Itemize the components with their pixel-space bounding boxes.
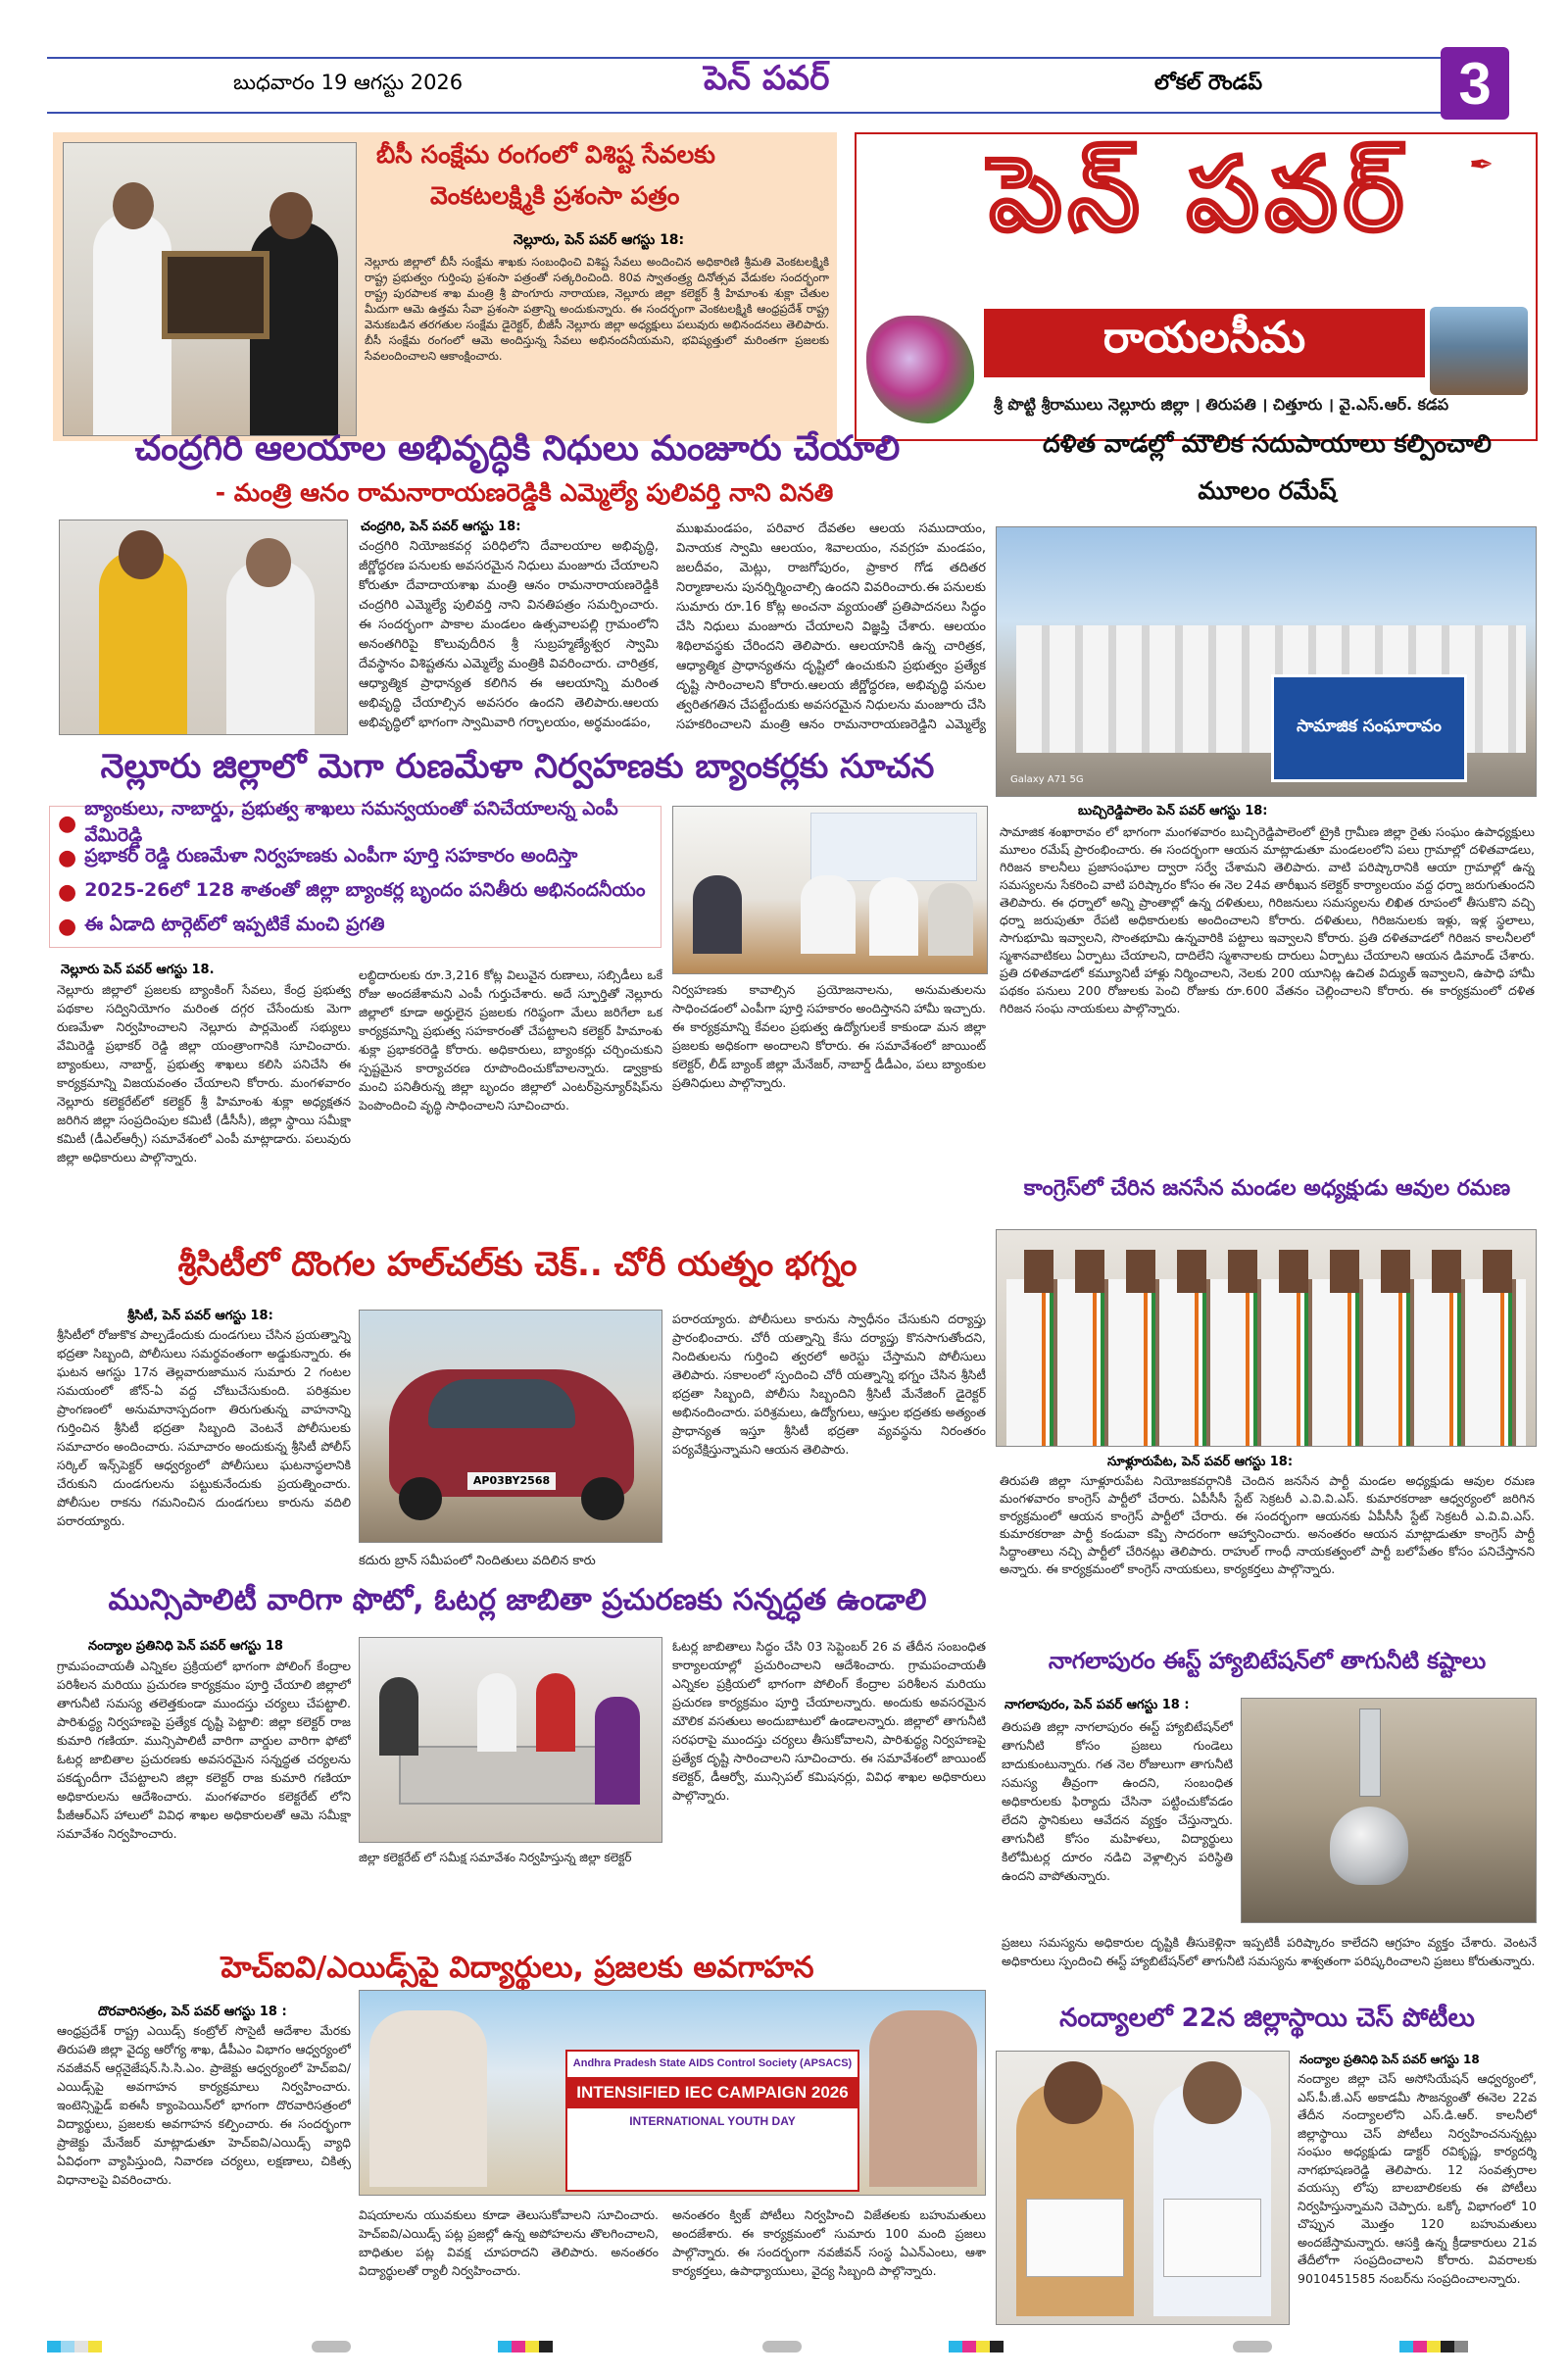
chandragiri-dateline: చంద్రగిరి, పెన్ పవర్ ఆగస్టు 18: [361, 520, 521, 534]
section-name: లోకల్ రౌండప్ [1154, 71, 1263, 94]
loan-mela-body-col-3: నిర్వహణకు కావాల్సిన ప్రయోజనాలను, అనుమతులను సాధించడంలో ఎంపీగా పూర్తి సహకారం అందిస్తానని హామీ ఇచ్చారు. ఈ కార్యక్రమాన్ని కేవలం ప్రభుత్వ ఉద్యోగులకే కాకుండా మన జిల్లా ప్రజలకు అధికంగా అందాలని కోరారు. ఈ సమావేశంలో జాయింట్ కలెక్టర్, లీడ్ బ్యాంక్ జిల్లా మేనేజర్, నాబార్డ్ డీడీఎం, పలు బ్యాంకుల ప్రతినిధులు పాల్గొన్నారు. [672, 982, 986, 1090]
hiv-banner-org: Andhra Pradesh State AIDS Control Society (APSACS) [572, 2057, 853, 2069]
sricity-car-photo [359, 1310, 662, 1543]
sricity-photo-caption: కదురు బ్రాన్ సమీపంలో నిందితులు వదిలిన కారు [359, 1554, 596, 1568]
loan-mela-bullet: ● బ్యాంకులు, నాబార్డు, ప్రభుత్వ శాఖలు సమన్వయంతో పనిచేయాలన్న ఎంపీ వేమిరెడ్డి [58, 797, 618, 846]
municipality-body-col-1: గ్రామపంచాయతీ ఎన్నికల ప్రక్రియలో భాగంగా పోలింగ్ కేంద్రాల పరిశీలన మరియు ప్రచురణ కార్యక్రమం పూర్తి చేయాలి జిల్లాలో తాగునీటి సమస్య తలెత్తకుండా ముందస్తు చర్యలు చేపట్టాలి. పారిశుద్ధ్య నిర్వహణపై ప్రత్యేక దృష్టి పెట్టాలి: జిల్లా కలెక్టర్ రాజ కుమారి గణియా. మున్సిపాలిటీ వారిగా వార్డుల వారిగా ఫోటో ఓటర్ల జాబితాల ప్రచురణకు అవసరమైన సన్నద్ధత చర్యలను పకడ్బందీగా చేపట్టాలని జిల్లా కలెక్టర్ రాజ కుమారి గణియా అధికారులను ఆదేశించారు. మంగళవారం కలెక్టరేట్ లోని పీజీఆర్ఎస్ హాలులో వివిధ శాఖల అధికారులతో ఆమె సమీక్షా సమావేశం నిర్వహించారు. [57, 1659, 351, 1841]
dalitha-banner [1271, 674, 1467, 782]
sricity-body-col-2: పరారయ్యారు. పోలీసులు కారును స్వాధీనం చేసుకుని దర్యాప్తు ప్రారంభించారు. చోరీ యత్నాన్ని కేసు దర్యాప్తు కొనసాగుతోందని, నిందితులను గుర్తించి త్వరలో అరెస్టు చేస్తామని పోలీసులు తెలిపారు. సకాలంలో స్పందించి చోరీ యత్నాన్ని భగ్నం చేసిన శ్రీసిటీ భద్రతా సిబ్బంది, పోలీసు సిబ్బందిని శ్రీసిటీ మేనేజింగ్ డైరెక్టర్ అభినందించారు. పరిశ్రమలు, ఉద్యోగులు, ఆస్తుల భద్రతకు అత్యంత ప్రాధాన్యత ఇస్తూ శ్రీసిటీ భద్రతా వ్యవస్థను నిరంతరం పర్యవేక్షిస్తున్నామని ఆయన తెలిపారు. [672, 1312, 986, 1457]
chess-dateline: నంద్యాల ప్రతినిధి పెన్ పవర్ ఆగస్టు 18 [1299, 2053, 1480, 2066]
hiv-banner-campaign: INTENSIFIED IEC CAMPAIGN 2026 [567, 2077, 858, 2108]
dalitha-photo-caption: Galaxy A71 5G [1010, 774, 1084, 785]
nagalapuram-water-photo [1241, 1698, 1537, 1923]
issue-date: బుధవారం 19 ఆగస్టు 2026 [233, 71, 464, 94]
sricity-headline: శ్రీసిటీలో దొంగల హల్‌చల్‌కు చెక్.. చోరీ యత్నం భగ్నం [177, 1245, 858, 1284]
print-color-bar [47, 2338, 1537, 2352]
nagalapuram-dateline: నాగలాపురం, పెన్ పవర్ ఆగస్టు 18 : [1004, 1698, 1190, 1712]
loan-mela-photo [672, 806, 988, 974]
loan-mela-bullet: ● ఈ ఏడాది టార్గెట్‌లో ఇప్పటికే మంచి ప్రగతి [58, 914, 385, 939]
loan-mela-bullet: ● ప్రభాకర్ రెడ్డి రుణమేళా నిర్వహణకు ఎంపీగా పూర్తి సహకారం అందిస్తా [58, 845, 578, 870]
top-header [47, 51, 1525, 118]
loan-mela-body-col-1: నెల్లూరు జిల్లాలో ప్రజలకు బ్యాంకింగ్ సేవలు, కేంద్ర ప్రభుత్వ పథకాల సద్వినియోగం మరింత దగ్గర చేసేందుకు మెగా రుణమేళా నిర్వహించాలని నెల్లూరు పార్లమెంట్ సభ్యులు వేమిరెడ్డి ప్రభాకర్ రెడ్డి జిల్లా యంత్రాంగానికి సూచించారు. బ్యాంకులు, నాబార్డ్, ప్రభుత్వ శాఖలు కలిసి పనిచేసి ఈ కార్యక్రమాన్ని విజయవంతం చేయాలని కోరారు. మంగళవారం నెల్లూరు కలెక్టరేట్‌లో కలెక్టర్ శ్రీ హిమాంశు శుక్లా అధ్యక్షతన జరిగిన జిల్లా సంప్రదింపుల కమిటీ (డీసీసీ), జిల్లా స్థాయి సమీక్షా కమిటీ (డీఎల్ఆర్సీ) సమావేశంలో ఎంపీ మాట్లాడారు. పలువురు జిల్లా అధికారులు పాల్గొన్నారు. [57, 982, 351, 1164]
congress-headline: కాంగ్రెస్‌లో చేరిన జనసేన మండల అధ్యక్షుడు ఆవుల రమణ [1023, 1176, 1511, 1201]
dalitha-body: సామాజిక శంఖారావం లో భాగంగా మంగళవారం బుచ్చిరెడ్డిపాలెంలో ట్రైకి గ్రామీణ జిల్లా రైతు సంఘం ఉపాధ్యక్షులు మూలం రమేష్ ప్రారంభించారు. ఈ సందర్భంగా ఆయన మాట్లాడుతూ మండలంలోని పలు గ్రామాల్లో దళితవాడలు, గిరిజన కాలనీలు ప్రజాసంఘాల ద్వారా సర్వే చేశామని తెలిపారు. వాటి పరిష్కారానికి ఆయా గ్రామాల్లో ఉన్న సమస్యలను సేకరించి వాటి పరిష్కారం కోసం ఈ నెల 24వ తారీఖున కలెక్టర్ కార్యాలయం వద్ద ధర్నా జరుగుతుందని తెలిపారు. ఈ ధర్నాలో అన్ని ప్రాంతాల్లో ఉన్న దళితులు, గిరిజనులు సమస్యలను లిఖిత రూపంలో తీసుకొని వచ్చి ధర్నా జరుపుతూ రేపటి అధికారులకు అందించాలని కోరారు. దళితులు, గిరిజనులకు ఇళ్లు, ఇళ్ల స్థలాలు, సాగుభూమి ఇవ్వాలని, సొంతభూమి ఉన్నవారికి పట్టాలు ఇవ్వాలని కోరారు. ప్రతి దళితవాడలో గిరిజన కాలనీలలో స్మశానవాటికలు ఏర్పాటు చేయాలని, దాదిలేని స్మశానాలకు దారులు ఏర్పాటు చేయాలని ఆయన డిమాండ్ చేశారు. ప్రతి దళితవాడలో కమ్యూనిటీ హాళ్లు నిర్మించాలని, నెలకు 200 యూనిట్ల ఉచిత విద్యుత్ ఇవ్వాలని, ఉపాధి హామీ పథకం పనులు 200 రోజులకు పెంచి రోజుకు రూ.600 వేతనం చెల్లించాలని కోరారు. ఈ కార్యక్రమంలో దళిత గిరిజన సంఘ నాయకులు పాల్గొన్నారు. [1000, 824, 1535, 1015]
dalitha-dateline: బుచ్చిరెడ్డిపాలెం పెన్ పవర్ ఆగస్టు 18: [1078, 804, 1268, 818]
bc-award-photo [63, 142, 357, 436]
municipality-photo-caption: జిల్లా కలెక్టరేట్ లో సమీక్ష సమావేశం నిర్వహిస్తున్న జిల్లా కలెక్టర్ [359, 1851, 632, 1864]
chandragiri-photo [59, 520, 348, 735]
ap-temple-icon [1430, 307, 1528, 395]
masthead-districts: శ్రీ పొట్టి శ్రీరాములు నెల్లూరు జిల్లా । తిరుపతి । చిత్తూరు । వై.ఎస్.ఆర్. కడప [994, 395, 1449, 414]
hiv-headline: హెచ్ఐవి/ఎయిడ్స్‌పై విద్యార్థులు, ప్రజలకు అవగాహన [220, 1951, 814, 1985]
bc-body: నెల్లూరు జిల్లాలో బీసీ సంక్షేమ శాఖకు సంబంధించి విశిష్ట సేవలు అందించిన అధికారిణి శ్రీమతి వెంకటలక్ష్మికి రాష్ట్ర ప్రభుత్వం గుర్తింపు ప్రశంసా పత్రంతో సత్కరించింది. 80వ స్వాతంత్ర్య దినోత్సవ వేడుకల సందర్భంగా రాష్ట్ర పురపాలక శాఖ మంత్రి శ్రీ పొంగూరు నారాయణ, నెల్లూరు జిల్లా కలెక్టర్ శ్రీ హిమాంశు శుక్లా చేతుల మీదుగా ఆమె ఉత్తమ సేవా ప్రశంసా పత్రాన్ని అందుకున్నారు. ఈ సందర్భంగా వెంకటలక్ష్మికి ఆంధ్రప్రదేశ్ రాష్ట్ర వెనుకబడిన తరగతుల సంక్షేమ డైరెక్టర్, బీజీసీ నెల్లూరు జిల్లా అధ్యక్షులు పలువురు అభినందనలు తెలిపారు. బీసీ సంక్షేమ రంగంలో ఆమె అందిస్తున్న సేవలు అభినందనీయమని, భవిష్యత్తులో మరింతగా ప్రజలకు సేవలందించాలని ఆకాంక్షించారు. [365, 255, 829, 363]
hiv-campaign-photo [359, 1990, 986, 2196]
loan-mela-bullets [49, 797, 662, 948]
hiv-banner-day: INTERNATIONAL YOUTH DAY [629, 2114, 796, 2128]
chandragiri-body-col-1: చంద్రగిరి నియోజకవర్గ పరిధిలోని దేవాలయాల అభివృద్ధి, జీర్ణోద్ధరణ పనులకు అవసరమైన నిధులు మంజూరు చేయాలని కోరుతూ దేవాదాయశాఖ మంత్రి ఆనం రామనారాయణరెడ్డికి చంద్రగిరి ఎమ్మెల్యే పులివర్తి నాని వినతిపత్రం సమర్పించారు. ఈ సందర్భంగా పాకాల మండలం ఉత్సవాలపల్లి గ్రామంలోని అనంతగిరిపై కొలువుదీరిన శ్రీ సుబ్రహ్మణ్యేశ్వర స్వామి దేవస్థానం విశిష్టతను ఎమ్మెల్యే మంత్రికి వివరించారు. చారిత్రక, ఆధ్యాత్మిక ప్రాధాన్యత కలిగిన ఈ ఆలయాన్ని మరింత అభివృద్ధి చేయాల్సిన అవసరం ఉందని తెలిపారు.ఆలయ అభివృద్ధిలో భాగంగా స్వామివారి గర్భాలయం, అర్థమండపం, [359, 539, 659, 730]
ap-map-icon [866, 316, 974, 423]
sricity-car-plate: AP03BY2568 [467, 1472, 556, 1490]
region-name: రాయలసీమ [1102, 313, 1306, 363]
congress-dateline: సూళ్లూరుపేట, పెన్ పవర్ ఆగస్టు 18: [1107, 1455, 1294, 1469]
congress-body: తిరుపతి జిల్లా సూళ్లూరుపేట నియోజకవర్గానికి చెందిన జనసేన పార్టీ మండల అధ్యక్షుడు ఆవుల రమణ మంగళవారం కాంగ్రెస్ పార్టీలో చేరారు. ఏపీసీసీ స్టేట్ సెక్రటరీ ఎ.వి.వి.ఎస్. కుమారకరాజా ఆధ్వర్యంలో జరిగిన కార్యక్రమంలో ఆయన కాంగ్రెస్ పార్టీలో చేరారు. ఈ సందర్భంగా ఆయనకు ఏపీసీసీ స్టేట్ సెక్రటరీ ఎ.వి.వి.ఎస్. కుమారకరాజా పార్టీ కండువా కప్పి సాదరంగా ఆహ్వానించారు. అనంతరం ఆయన మాట్లాడుతూ కాంగ్రెస్ పార్టీ సిద్ధాంతాలు నచ్చి పార్టీలో చేరినట్లు తెలిపారు. రాహుల్ గాంధీ నాయకత్వంలో పార్టీ బలోపేతం కోసం పనిచేస్తానని అన్నారు. ఈ కార్యక్రమంలో కాంగ్రెస్ నాయకులు, కార్యకర్తలు పాల్గొన్నారు. [1000, 1473, 1535, 1576]
nagalapuram-body-col-2: ప్రజలు సమస్యను అధికారుల దృష్టికి తీసుకెళ్లినా ఇప్పటికీ పరిష్కారం కాలేదని ఆగ్రహం వ్యక్తం చేశారు. వెంటనే అధికారులు స్పందించి ఈస్ట్ హ్యాబిటేషన్‌లో తాగునీటి సమస్యను శాశ్వతంగా పరిష్కరించాలని ప్రజలు కోరుతున్నారు. [1002, 1935, 1537, 1968]
loan-mela-headline: నెల్లూరు జిల్లాలో మెగా రుణమేళా నిర్వహణకు బ్యాంకర్లకు సూచన [100, 747, 935, 786]
municipality-photo [359, 1637, 662, 1843]
loan-mela-dateline: నెల్లూరు పెన్ పవర్ ఆగస్టు 18. [61, 963, 215, 977]
page-number: 3 [1458, 50, 1492, 117]
page-number-badge [1441, 47, 1509, 120]
pen-nib-icon: ✒ [1469, 148, 1494, 182]
region-banner [984, 309, 1425, 377]
masthead [855, 132, 1538, 441]
congress-photo [996, 1229, 1537, 1447]
sricity-body-col-1: శ్రీసిటీలో రోజుకొక పాల్పడేందుకు దుండగులు చేసిన ప్రయత్నాన్ని భద్రతా సిబ్బంది, పోలీసులు సమర్థవంతంగా అడ్డుకున్నారు. ఈ ఘటన ఆగస్టు 17న తెల్లవారుజామున సుమారు 2 గంటల సమయంలో జోన్-ఏ వద్ద చోటుచేసుకుంది. పరిశ్రమల ప్రాంగణంలో అనుమానాస్పదంగా తిరుగుతున్న వాహనాన్ని గుర్తించిన శ్రీసిటీ భద్రతా సిబ్బంది వెంటనే పోలీసులకు సమాచారం అందించారు. సమాచారం అందుకున్న శ్రీసిటీ పోలీస్ సర్కిల్ ఇన్స్‌పెక్టర్ ఆధ్వర్యంలో పోలీసులు ఘటనాస్థలానికి చేరుకుని దుండగులను పట్టుకునేందుకు ప్రయత్నించారు. పోలీసుల రాకను గమనించిన దుండగులు కారును వదిలి పరారయ్యారు. [57, 1327, 351, 1528]
loan-mela-body-col-2: లబ్ధిదారులకు రూ.3,216 కోట్ల విలువైన రుణాలు, సబ్సిడీలు ఒకే రోజు అందజేశామని ఎంపీ గుర్తుచేశారు. అదే స్ఫూర్తితో నెల్లూరు జిల్లాలో కూడా అర్హులైన ప్రజలకు గరిష్ఠంగా మేలు జరిగేలా ఒక కార్యక్రమాన్ని ప్రభుత్వ సహకారంతో చేపట్టాలని కలెక్టర్ హిమాంశు శుక్లా ప్రభాకరరెడ్డి కోరారు. అధికారులు, బ్యాంకర్లు చర్చించుకుని స్పష్టమైన కార్యాచరణ రూపొందించుకోవాలన్నారు. డ్వాక్రాకు మంచి పనితీరున్న జిల్లా బృందం జిల్లాలో ఎంటర్‌ప్రెన్యూర్‌షిప్‌ను పెంపొందించి వృద్ధి సాధించాలని సూచించారు. [359, 967, 662, 1113]
chandragiri-subhead: - మంత్రి ఆనం రామనారాయణరెడ్డికి ఎమ్మెల్యే పులివర్తి నాని వినతి [215, 478, 834, 507]
municipality-headline: మున్సిపాలిటీ వారిగా ఫొటో, ఓటర్ల జాబితా ప్రచురణకు సన్నద్ధత ఉండాలి [108, 1583, 927, 1617]
loan-mela-bullet: ● 2025-26లో 128 శాతంతో జిల్లా బ్యాంకర్ల బృందం పనితీరు అభినందనీయం [58, 879, 646, 905]
nagalapuram-body-col-1: తిరుపతి జిల్లా నాగలాపురం ఈస్ట్ హ్యాబిటేషన్‌లో తాగునీటి కోసం ప్రజలు గుండెలు బాదుకుంటున్నారు. గత నెల రోజులుగా తాగునీటి సమస్య తీవ్రంగా ఉందని, సంబంధిత అధికారులకు ఫిర్యాదు చేసినా పట్టించుకోవడం లేదని స్థానికులు ఆవేదన వ్యక్తం చేస్తున్నారు. తాగునీటి కోసం మహిళలు, విద్యార్థులు కిలోమీటర్ల దూరం నడిచి వెళ్లాల్సిన పరిస్థితి ఉందని వాపోతున్నారు. [1002, 1719, 1233, 1883]
paper-name-small: పెన్ పవర్ [704, 59, 830, 98]
bc-headline-line-1: బీసీ సంక్షేమ రంగంలో విశిష్ట సేవలకు [376, 140, 715, 169]
chess-headline: నంద్యాలలో 22న జిల్లాస్థాయి చెస్ పోటీలు [1059, 2004, 1475, 2033]
municipality-dateline: నంద్యాల ప్రతినిధి పెన్ పవర్ ఆగస్టు 18 [88, 1639, 283, 1654]
dalitha-banner-text: సామాజిక సంఘారావం [1297, 717, 1442, 736]
hiv-body-col-3: అనంతరం క్విజ్ పోటీలు నిర్వహించి విజేతలకు బహుమతులు అందజేశారు. ఈ కార్యక్రమంలో సుమారు 100 మంది ప్రజలు పాల్గొన్నారు. ఈ సందర్భంగా నవజీవన్ సంస్థ ఏఎన్ఎంలు, ఆశా కార్యకర్తలు, ఉపాధ్యాయులు, వైద్య సిబ్బంది పాల్గొన్నారు. [672, 2207, 986, 2278]
chandragiri-body-col-2: ముఖమండపం, పరివార దేవతల ఆలయ సముదాయం, వినాయక స్వామి ఆలయం, శివాలయం, నవగ్రహ మండపం, జలదీవం, మెట్లు, రాజగోపురం, ప్రాకార గోడ తదితర నిర్మాణాలను పునర్నిర్మించాల్సి ఉందని వివరించారు.ఈ పనులకు సుమారు రూ.16 కోట్ల అంచనా వ్యయంతో ప్రతిపాదనలు సిద్ధం చేసి నిధులు మంజూరు చేయాలని విజ్ఞప్తి చేశారు. ఆలయం శిథిలావస్థకు చేరిందని తెలిపారు. ఆలయానికి ఉన్న చారిత్రక, ఆధ్యాత్మిక ప్రాధాన్యతను దృష్టిలో ఉంచుకుని ప్రభుత్వం ప్రత్యేక దృష్టి సారించాలని కోరారు.ఆలయ జీర్ణోద్ధరణ, అభివృద్ధి పనుల త్వరితగతిన చేపట్టేందుకు అవసరమైన నిధులను మంజూరు చేసి సహకరించాలని మంత్రి ఆనం రామనారాయణరెడ్డిని ఎమ్మెల్యే [676, 521, 986, 732]
chess-photo [996, 2051, 1290, 2325]
municipality-body-col-2: ఓటర్ల జాబితాలు సిద్ధం చేసి 03 సెప్టెంబర్ 26 వ తేదీన సంబంధిత కార్యాలయాల్లో ప్రచురించాలని ఆదేశించారు. గ్రామపంచాయతీ ఎన్నికల ప్రక్రియలో భాగంగా పోలింగ్ కేంద్రాల పరిశీలన మరియు ప్రచురణ కార్యక్రమం పూర్తి చేయాలన్నారు. అందుకు అవసరమైన మౌలిక వసతులు అందుబాటులో ఉండాలన్నారు. జిల్లాలో తాగునీటి సరఫరాపై ముందస్తు చర్యలు తీసుకోవాలని, పారిశుద్ధ్య నిర్వహణపై ప్రత్యేక దృష్టి సారించాలని సూచించారు. ఈ సమావేశంలో జాయింట్ కలెక్టర్, డీఆర్వో, మున్సిపల్ కమిషనర్లు, వివిధ శాఖల అధికారులు పాల్గొన్నారు. [672, 1639, 986, 1803]
bc-headline-line-2: వెంకటలక్ష్మికి ప్రశంసా పత్రం [430, 181, 680, 210]
nagalapuram-headline: నాగలాపురం ఈస్ట్ హ్యాబిటేషన్‌లో తాగునీటి కష్టాలు [1048, 1649, 1487, 1674]
chess-body: నంద్యాల జిల్లా చెస్ అసోసియేషన్ ఆధ్వర్యంలో, ఎస్.పీ.జీ.ఎస్ అకాడమీ సౌజన్యంతో ఈనెల 22వ తేదీన నంద్యాలలోని ఎస్.డి.ఆర్. కాలనీలో జిల్లాస్థాయి చెస్ పోటీలు నిర్వహించనున్నట్లు సంఘం అధ్యక్షుడు డాక్టర్ రవికృష్ణ, కార్యదర్శి నాగభూషణరెడ్డి తెలిపారు. 12 సంవత్సరాల వయస్సు లోపు బాలబాలికలకు ఈ పోటీలు నిర్వహిస్తున్నామని చెప్పారు. ఒక్కో విభాగంలో 10 చొప్పున మొత్తం 120 బహుమతులు అందజేస్తామన్నారు. ఆసక్తి ఉన్న క్రీడాకారులు 21వ తేదీలోగా సంప్రదించాలని కోరారు. వివరాలకు 9010451585 నంబర్‌ను సంప్రదించాలన్నారు. [1298, 2071, 1537, 2286]
chandragiri-headline: చంద్రగిరి ఆలయాల అభివృద్ధికి నిధులు మంజూరు చేయాలి [134, 429, 901, 469]
masthead-title: పెన్ పవర్ [989, 134, 1410, 254]
sricity-dateline: శ్రీసిటీ, పెన్ పవర్ ఆగస్టు 18: [127, 1309, 273, 1323]
hiv-dateline: దొరవారిసత్రం, పెన్ పవర్ ఆగస్టు 18 : [98, 2005, 287, 2019]
hiv-banner [565, 2050, 859, 2192]
dalitha-headline-2: మూలం రమేష్ [1198, 476, 1337, 505]
dalitha-headline-1: దళిత వాడల్లో మౌలిక సదుపాయాలు కల్పించాలి [1043, 429, 1492, 458]
hiv-body-col-1: ఆంధ్రప్రదేశ్ రాష్ట్ర ఎయిడ్స్ కంట్రోల్ సొసైటీ ఆదేశాల మేరకు తిరుపతి జిల్లా వైద్య ఆరోగ్య శాఖ, డీపీఎం విభాగం ఆధ్వర్యంలో నవజీవన్ ఆర్గనైజేషన్.సి.సి.ఎం. ప్రాజెక్టు ఆధ్వర్యంలో హెచ్ఐవి/ఎయిడ్స్‌పై అవగాహన కార్యక్రమాలు నిర్వహించారు. ఇంటెన్సిఫైడ్ ఐఈసీ క్యాంపెయిన్‌లో భాగంగా దొరవారిసత్రంలో విద్యార్థులు, ప్రజలకు అవగాహన కల్పించారు. ఈ సందర్భంగా ప్రాజెక్టు మేనేజర్ మాట్లాడుతూ హెచ్ఐవి/ఎయిడ్స్ వ్యాధి ఏవిధంగా వ్యాపిస్తుంది, నివారణ చర్యలు, లక్షణాలు, చికిత్స విధానాలపై వివరించారు. [57, 2023, 351, 2187]
dalitha-photo [996, 526, 1537, 797]
bc-welfare-story [53, 132, 837, 441]
hiv-body-col-2: విషయాలను యువకులు కూడా తెలుసుకోవాలని సూచించారు. హెచ్ఐవి/ఎయిడ్స్ పట్ల ప్రజల్లో ఉన్న అపోహలను తొలగించాలని, బాధితుల పట్ల వివక్ష చూపరాదని తెలిపారు. అనంతరం విద్యార్థులతో ర్యాలీ నిర్వహించారు. [359, 2207, 659, 2278]
bc-dateline: నెల్లూరు, పెన్ పవర్ ఆగస్టు 18: [514, 232, 685, 248]
